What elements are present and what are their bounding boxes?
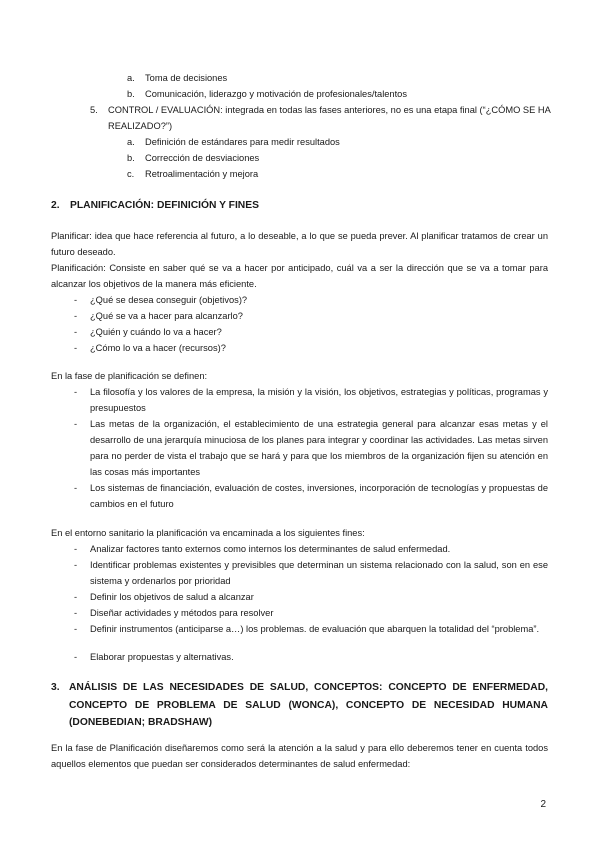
list-marker: a. xyxy=(127,73,135,83)
dash-bullet: - xyxy=(74,483,78,493)
list-item-text: Retroalimentación y mejora xyxy=(145,169,259,179)
dash-bullet: - xyxy=(74,343,78,353)
section-title: PLANIFICACIÓN: DEFINICIÓN Y FINES xyxy=(70,200,259,211)
list-item xyxy=(127,166,258,182)
section-number: 3. xyxy=(51,682,60,693)
list-marker: c. xyxy=(127,169,135,179)
dash-bullet: - xyxy=(74,608,78,618)
list-item-text: CONTROL / EVALUACIÓN: integrada en todas las fases anteriores, no es una etapa final (“¿CÓMO SE HA REALIZADO?”) xyxy=(108,105,551,131)
list-item-text: Identificar problemas existentes y previsibles que determinan un sistema relacionado con la salud, son en ese sistema y ordenarlos por prioridad xyxy=(90,560,548,586)
list-item-text: Definir instrumentos (anticiparse a…) los problemas. de evaluación que abarquen la totalidad del “problema”. xyxy=(90,624,540,634)
list-item-text: Definición de estándares para medir resultados xyxy=(145,137,340,147)
list-marker: a. xyxy=(127,137,135,147)
page-number: 2 xyxy=(540,799,546,810)
list-item xyxy=(127,134,340,150)
list-item xyxy=(74,308,548,324)
list-item-text: ¿Qué se desea conseguir (objetivos)? xyxy=(90,295,248,305)
list-item-text: Los sistemas de financiación, evaluación de costes, inversiones, incorporación de tecnologías y propuestas de cambios en el futuro xyxy=(90,483,548,509)
dash-bullet: - xyxy=(74,624,78,634)
list-item-text: ¿Qué se va a hacer para alcanzarlo? xyxy=(90,311,243,321)
list-item xyxy=(74,324,548,340)
list-item-text: ¿Quién y cuándo lo va a hacer? xyxy=(90,327,222,337)
section-heading-analisis xyxy=(51,679,548,732)
dash-bullet: - xyxy=(74,560,78,570)
list-item xyxy=(74,605,548,621)
paragraph-planificacion: Planificación: Consiste en saber qué se va a hacer por anticipado, cuál va a ser la dirección que se va a tomar para alcanzar los objetivos de la manera más eficiente. xyxy=(51,263,548,289)
list-marker: b. xyxy=(127,89,135,99)
list-item xyxy=(74,384,548,416)
list-item xyxy=(74,541,548,557)
dash-bullet: - xyxy=(74,544,78,554)
list-marker: b. xyxy=(127,153,135,163)
section-title: ANÁLISIS DE LAS NECESIDADES DE SALUD, CONCEPTOS: CONCEPTO DE ENFERMEDAD, CONCEPTO DE PROBLEMA DE SALUD (WONCA), CONCEPTO DE NECESIDAD HUMANA (DONEBEDIAN; BRADSHAW) xyxy=(69,682,548,728)
paragraph-health-intro: En el entorno sanitario la planificación va encaminada a los siguientes fines: xyxy=(51,528,365,538)
list-item xyxy=(74,480,548,512)
list-item xyxy=(74,557,548,589)
list-item-text: ¿Cómo lo va a hacer (recursos)? xyxy=(90,343,226,353)
list-item xyxy=(127,86,407,102)
list-item-text: Definir los objetivos de salud a alcanzar xyxy=(90,592,254,602)
dash-bullet: - xyxy=(74,419,78,429)
list-item xyxy=(74,340,548,356)
paragraph-analisis: En la fase de Planificación diseñaremos como será la atención a la salud y para ello deberemos tener en cuenta todos aquellos elementos que puedan ser considerados determinantes de salud enfermedad: xyxy=(51,743,548,769)
list-item xyxy=(127,150,259,166)
dash-bullet: - xyxy=(74,295,78,305)
list-item-text: Analizar factores tanto externos como internos los determinantes de salud enfermedad. xyxy=(90,544,451,554)
dash-bullet: - xyxy=(74,327,78,337)
list-item-text: Corrección de desviaciones xyxy=(145,153,260,163)
list-item-text: La filosofía y los valores de la empresa, la misión y la visión, los objetivos, estrategias y políticas, programas y presupuestos xyxy=(90,387,548,413)
list-item-text: Elaborar propuestas y alternativas. xyxy=(90,652,234,662)
list-item-text: Diseñar actividades y métodos para resolver xyxy=(90,608,274,618)
list-item-control-evaluacion xyxy=(90,102,555,134)
list-item xyxy=(74,621,548,637)
list-number: 5. xyxy=(90,105,98,115)
dash-bullet: - xyxy=(74,592,78,602)
list-item-text: Las metas de la organización, el establecimiento de una estrategia general para alcanzar esas metas y el desarrollo de una jerarquía minuciosa de los planes para integrar y coordinar las actividades. Las metas sirven para no perder de vista el trabajo que se hará y para que los miembros de la organización fijen su atención en las cosas más importantes xyxy=(90,419,548,477)
list-item-text: Toma de decisiones xyxy=(145,73,228,83)
section-heading-planificacion xyxy=(51,198,259,214)
list-item xyxy=(74,416,548,480)
list-item xyxy=(74,589,548,605)
dash-bullet: - xyxy=(74,652,78,662)
dash-bullet: - xyxy=(74,387,78,397)
list-item xyxy=(74,292,548,308)
list-item-text: Comunicación, liderazgo y motivación de profesionales/talentos xyxy=(145,89,408,99)
dash-bullet: - xyxy=(74,311,78,321)
paragraph-planificar: Planificar: idea que hace referencia al futuro, a lo deseable, a lo que se pueda prever. Al planificar tratamos de crear un futuro deseado. xyxy=(51,231,548,257)
list-item xyxy=(74,649,548,665)
list-item xyxy=(127,70,227,86)
section-number: 2. xyxy=(51,200,60,211)
paragraph-phase-intro: En la fase de planificación se definen: xyxy=(51,371,208,381)
